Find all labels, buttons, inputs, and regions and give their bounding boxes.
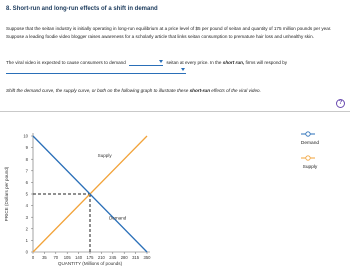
y-axis-label: PRICE (Dollars per pound) <box>4 166 9 222</box>
question-suffix: seitan at every price. In the <box>166 60 223 65</box>
y-tick-label: 10 <box>23 133 28 139</box>
legend-item-demand[interactable] <box>285 131 345 153</box>
chevron-down-icon <box>181 68 185 71</box>
x-tick-label: 105 <box>63 255 71 260</box>
graph-instructions <box>6 88 261 93</box>
question-line <box>6 60 344 66</box>
x-tick-label: 350 <box>143 255 151 260</box>
x-tick-label: 245 <box>109 255 117 260</box>
x-tick-label: 70 <box>53 255 59 260</box>
x-tick-label: 140 <box>75 255 83 260</box>
y-tick-label: 6 <box>25 180 28 185</box>
help-button[interactable]: ? <box>336 99 345 108</box>
y-tick-label: 5 <box>25 191 28 197</box>
y-tick-label: 4 <box>25 203 28 209</box>
y-tick-label: 9 <box>25 145 28 151</box>
chevron-down-icon <box>159 60 163 63</box>
question-suffix-end: firms will respond by <box>244 60 288 65</box>
y-tick-label: 3 <box>25 214 28 220</box>
y-tick-label: 7 <box>25 168 28 174</box>
x-axis-label: QUANTITY (Millions of pounds) <box>57 261 123 266</box>
instructions-text: Shift the demand curve, the supply curve, or both on the following graph to illustrate these <box>6 88 190 93</box>
curve-legend <box>285 131 345 177</box>
supply-tool-icon[interactable] <box>301 155 315 161</box>
firm-response-dropdown[interactable] <box>6 68 186 74</box>
y-tick-label: 2 <box>25 226 28 232</box>
demand-curve-label: Demand <box>108 215 127 221</box>
legend-label-demand: Demand <box>300 141 320 146</box>
supply-demand-chart[interactable] <box>0 111 280 274</box>
demand-change-dropdown[interactable] <box>129 60 163 66</box>
instructions-text-end: effects of the viral video. <box>210 88 261 93</box>
x-tick-label: 0 <box>31 255 35 260</box>
question-short-run: short run, <box>222 60 245 65</box>
y-tick-label: 1 <box>25 238 28 243</box>
x-tick-label: 315 <box>132 255 140 260</box>
scenario-paragraph: Suppose that the seitan industry is initially operating in long-run equilibrium at a price level of $5 per pound of seitan and quantity of 175 million pounds per year. Suppose a leading foodie video blogger raises awareness for a scholarly article that links seitan consumption to premature hair loss and unhealthy skin. <box>6 26 332 40</box>
x-tick-label: 175 <box>86 255 94 260</box>
x-tick-label: 35 <box>42 255 47 260</box>
instructions-bold: short-run <box>189 88 211 93</box>
demand-tool-icon[interactable] <box>301 131 315 137</box>
y-tick-label: 0 <box>25 249 28 255</box>
x-tick-label: 210 <box>97 255 105 260</box>
legend-label-supply: Supply <box>302 165 318 170</box>
legend-item-supply[interactable] <box>285 155 345 177</box>
page-title: 8. Short-run and long-run effects of a shift in demand <box>6 6 158 12</box>
supply-curve-label: Supply <box>97 152 112 158</box>
x-tick-label: 280 <box>120 255 128 260</box>
y-tick-label: 8 <box>25 156 28 162</box>
question-prefix: The viral video is expected to cause consumers to demand <box>6 60 126 65</box>
